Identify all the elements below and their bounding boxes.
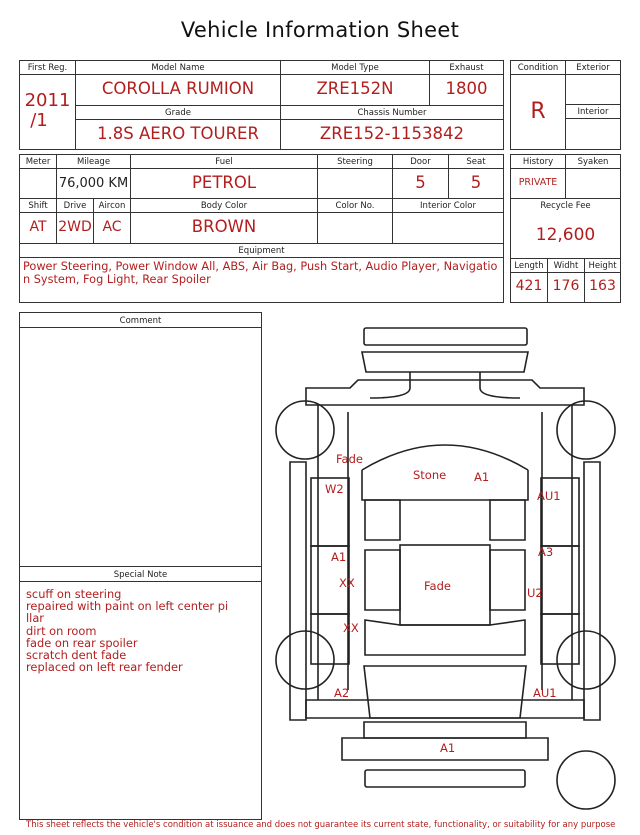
mark-xx-lower: XX — [343, 621, 359, 635]
model-type-label: Model Type — [331, 63, 379, 73]
mileage-label: Mileage — [76, 157, 111, 167]
length-value: 421 — [515, 278, 543, 294]
first-reg-year: 2011 — [24, 90, 71, 111]
recycle-fee-label: Recycle Fee — [540, 201, 591, 211]
syaken-label: Syaken — [577, 157, 609, 167]
wheel-front-left — [276, 401, 334, 459]
mark-a1-rear: A1 — [440, 741, 456, 755]
mark-au1-rear-right: AU1 — [533, 686, 557, 700]
mark-u2: U2 — [527, 586, 543, 600]
interior-color-label: Interior Color — [420, 201, 476, 211]
fuel-label: Fuel — [215, 157, 233, 167]
equipment-label: Equipment — [238, 246, 285, 256]
grade-value: 1.8S AERO TOURER — [97, 124, 259, 143]
mark-a3: A3 — [538, 545, 554, 559]
special-note-list — [26, 588, 256, 673]
steering-label: Steering — [337, 157, 373, 167]
body-color-label: Body Color — [200, 201, 248, 211]
condition-label: Condition — [517, 63, 559, 73]
door-label: Door — [410, 157, 431, 167]
exterior-label: Exterior — [576, 63, 610, 73]
mark-a2: A2 — [334, 686, 350, 700]
special-note-item: repaired with paint on left center pillar — [26, 599, 229, 626]
shift-label: Shift — [28, 201, 48, 211]
mileage-value: 76,000 KM — [58, 176, 129, 191]
special-note-item: replaced on left rear fender — [26, 660, 183, 675]
mark-fade-roof: Fade — [424, 579, 451, 593]
mark-xx-upper: XX — [339, 576, 355, 590]
first-reg-label: First Reg. — [27, 63, 68, 73]
history-label: History — [522, 157, 554, 167]
color-no-label: Color No. — [335, 201, 375, 211]
history-value: PRIVATE — [518, 177, 558, 188]
special-note-item: scratch dent fade — [26, 648, 127, 663]
wheel-rear-right — [557, 631, 615, 689]
model-name-value: COROLLA RUMION — [101, 79, 255, 98]
mark-fade-hood: Fade — [336, 452, 363, 466]
model-type-value: ZRE152N — [316, 79, 394, 98]
width-label: Widht — [553, 261, 579, 271]
drive-value: 2WD — [58, 219, 92, 235]
spare-wheel — [557, 751, 615, 809]
mark-a1-left: A1 — [331, 550, 347, 564]
wheel-rear-left — [276, 631, 334, 689]
special-note-item: fade on rear spoiler — [26, 635, 138, 650]
comment-label: Comment — [119, 316, 162, 326]
door-value: 5 — [415, 173, 426, 192]
condition-value: R — [530, 99, 546, 124]
first-reg-month: /1 — [30, 110, 48, 131]
length-label: Length — [514, 261, 544, 271]
mark-w2: W2 — [325, 482, 344, 496]
aircon-label: Aircon — [98, 201, 126, 211]
recycle-fee-value: 12,600 — [535, 225, 596, 245]
body-color-value: BROWN — [191, 217, 257, 236]
height-label: Height — [588, 261, 617, 271]
seat-value: 5 — [470, 173, 482, 192]
car-damage-diagram — [262, 318, 640, 818]
width-value: 176 — [552, 278, 580, 294]
interior-label: Interior — [577, 107, 609, 117]
exhaust-value: 1800 — [445, 79, 488, 98]
model-name-label: Model Name — [151, 63, 205, 73]
mark-a1-windshield: A1 — [474, 470, 490, 484]
chassis-label: Chassis Number — [357, 108, 427, 118]
mark-stone: Stone — [413, 468, 447, 482]
exhaust-label: Exhaust — [449, 63, 484, 73]
drive-label: Drive — [63, 201, 87, 211]
page-title: Vehicle Information Sheet — [180, 18, 460, 42]
special-note-item: scuff on steering — [26, 587, 122, 601]
height-value: 163 — [589, 278, 616, 294]
fuel-value: PETROL — [191, 173, 257, 192]
meter-label: Meter — [25, 157, 51, 167]
special-note-item: dirt on room — [26, 623, 97, 638]
disclaimer-footer: This sheet reflects the vehicle's condition at issuance and does not guarantee its current state, functionality, or suitability for any purpose — [26, 820, 616, 830]
mark-au1-front-right: AU1 — [537, 489, 561, 503]
grade-label: Grade — [165, 108, 191, 118]
front-panel-outline — [362, 352, 528, 372]
special-note-label: Special Note — [113, 570, 168, 580]
chassis-value: ZRE152-1153842 — [319, 124, 465, 143]
seat-label: Seat — [466, 157, 486, 167]
wheel-front-right — [557, 401, 615, 459]
front-bumper-outline — [364, 328, 527, 345]
aircon-value: AC — [102, 219, 122, 235]
equipment-value: Power Steering, Power Window All, ABS, Air Bag, Push Start, Audio Player, Navigation System, Fog Light, Rear Spoiler — [23, 260, 498, 286]
shift-value: AT — [29, 219, 47, 235]
